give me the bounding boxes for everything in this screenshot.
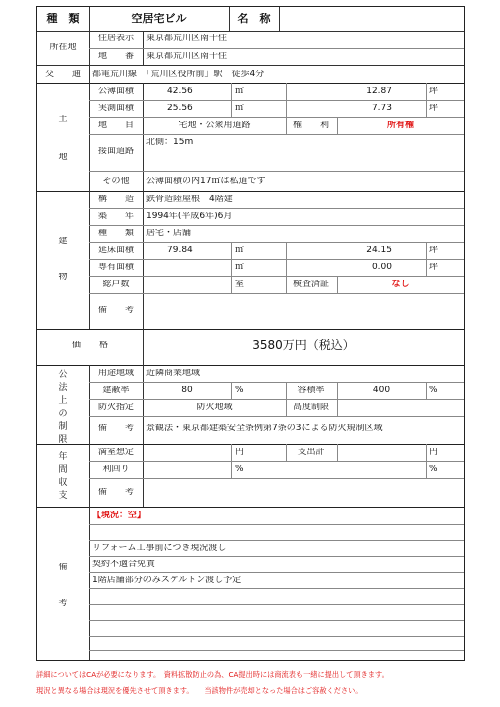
notes-line3: 1階店舗部分のみスケルトン渡し予定 [92, 576, 242, 585]
notes-line2: 契約不適合免責 [92, 560, 156, 569]
actual-area-m2: 25.56 [167, 104, 193, 113]
income-remarks-label: 備 考 [97, 488, 134, 497]
property-sheet [36, 6, 465, 661]
unit-m2: ㎡ [235, 263, 245, 272]
price-label: 価 格 [71, 341, 108, 350]
unit-tsubo: 坪 [429, 246, 439, 255]
full-occupancy-yen: 円 [235, 448, 245, 457]
floor-area-tsubo: 24.15 [366, 246, 392, 255]
actual-area-tsubo: 7.73 [371, 104, 392, 113]
building-section-label-top: 建 [58, 237, 68, 246]
registry-area-label: 公簿面積 [97, 87, 134, 96]
transport-value: 都電荒川線 「荒川区役所前」駅 徒歩4分 [92, 70, 265, 79]
lot-value: 東京都荒川区南千住 [146, 52, 228, 61]
registry-area-tsubo: 12.87 [366, 87, 392, 96]
unit-tsubo: 坪 [429, 87, 439, 96]
notes-line1: リフォーム工事前につき現況渡し [92, 544, 227, 553]
price-value: 3580万円（税込） [252, 339, 355, 352]
zoning-value: 近隣商業地域 [146, 369, 201, 378]
notes-label-bottom: 考 [58, 599, 68, 608]
registry-area-m2: 42.56 [167, 87, 193, 96]
other-label: その他 [102, 177, 130, 186]
regulation-remarks-value: 景観法・東京都建築安全条例第7条の3による防火規制区域 [146, 424, 383, 433]
transport-label: 交 通 [44, 70, 81, 79]
structure-value: 鉄骨造陸屋根 4階建 [146, 195, 233, 204]
yield-label: 利回り [102, 465, 130, 474]
far-percent: % [429, 386, 438, 395]
location-label: 所在地 [49, 43, 77, 52]
bcr-value: 80 [181, 386, 193, 395]
fire-label: 防火指定 [97, 403, 134, 412]
footer-note-1: 詳細についてはCAが必要になります。 資料拡散防止の為、CA提出時には商流表も一緒に提出して頂きます。 [36, 670, 389, 679]
regulation-section-label: 公法上の制限 [58, 370, 68, 445]
lot-label: 地 番 [97, 52, 134, 61]
structure-label: 構 造 [97, 195, 134, 204]
unit-tsubo: 坪 [429, 263, 439, 272]
exclusive-area-label: 専有面積 [97, 263, 134, 272]
unit-m2: ㎡ [235, 87, 245, 96]
type-label: 種 類 [46, 13, 80, 25]
bcr-label: 建蔽率 [102, 386, 130, 395]
expense-label: 支出計 [297, 448, 325, 457]
land-category-label: 地 目 [97, 121, 134, 130]
far-label: 容積率 [297, 386, 325, 395]
units-label: 総戸数 [102, 280, 130, 289]
building-section-label-bottom: 物 [58, 273, 68, 282]
income-section-label: 年間収支 [58, 452, 68, 501]
other-value: 公簿面積の内17㎡は私道です [146, 177, 266, 186]
footer-note-2: 現況と異なる場合は現況を優先させて頂きます。 当該物件が売却となった場合はご容赦ください。 [36, 686, 363, 695]
floor-area-m2: 79.84 [167, 246, 193, 255]
rights-label: 権 利 [292, 121, 329, 130]
inspection-label: 検査済証 [292, 280, 329, 289]
notes-label-top: 備 [58, 563, 68, 572]
built-value: 1994年(平成6年)6月 [146, 212, 233, 221]
land-section-label-top: 土 [58, 115, 68, 124]
building-remarks-label: 備 考 [97, 306, 134, 315]
units-unit: 室 [235, 280, 245, 289]
bcr-percent: % [235, 386, 244, 395]
inspection-value: なし [391, 280, 410, 289]
kind-value: 居宅・店舗 [146, 229, 192, 238]
road-label: 接面道路 [97, 147, 134, 156]
built-label: 築 年 [97, 212, 134, 221]
address-label: 住居表示 [97, 34, 134, 43]
full-occupancy-label: 満室想定 [97, 448, 134, 457]
road-value: 北側：15m [146, 138, 194, 147]
far-value: 400 [372, 386, 391, 395]
unit-m2: ㎡ [235, 246, 245, 255]
address-value: 東京都荒川区南千住 [146, 34, 228, 43]
rights-value: 所有権 [386, 121, 414, 130]
land-category-value: 宅地・公衆用道路 [178, 121, 251, 130]
name-label: 名 称 [237, 13, 271, 25]
actual-area-label: 実測面積 [97, 104, 134, 113]
kind-label: 種 類 [97, 229, 134, 238]
yield-right-percent: % [429, 465, 438, 474]
exclusive-area-tsubo: 0.00 [371, 263, 392, 272]
notes-status: 【現況：空】 [92, 511, 147, 520]
land-section-label-bottom: 地 [58, 153, 68, 162]
zoning-label: 用途地域 [97, 369, 134, 378]
unit-m2: ㎡ [235, 104, 245, 113]
height-label: 高度制限 [292, 403, 329, 412]
expense-yen: 円 [429, 448, 439, 457]
fire-value: 防火地域 [196, 403, 233, 412]
yield-percent: % [235, 465, 244, 474]
unit-tsubo: 坪 [429, 104, 439, 113]
floor-area-label: 延床面積 [97, 246, 134, 255]
regulation-remarks-label: 備 考 [97, 424, 134, 433]
type-value: 空居宅ビル [131, 13, 187, 25]
